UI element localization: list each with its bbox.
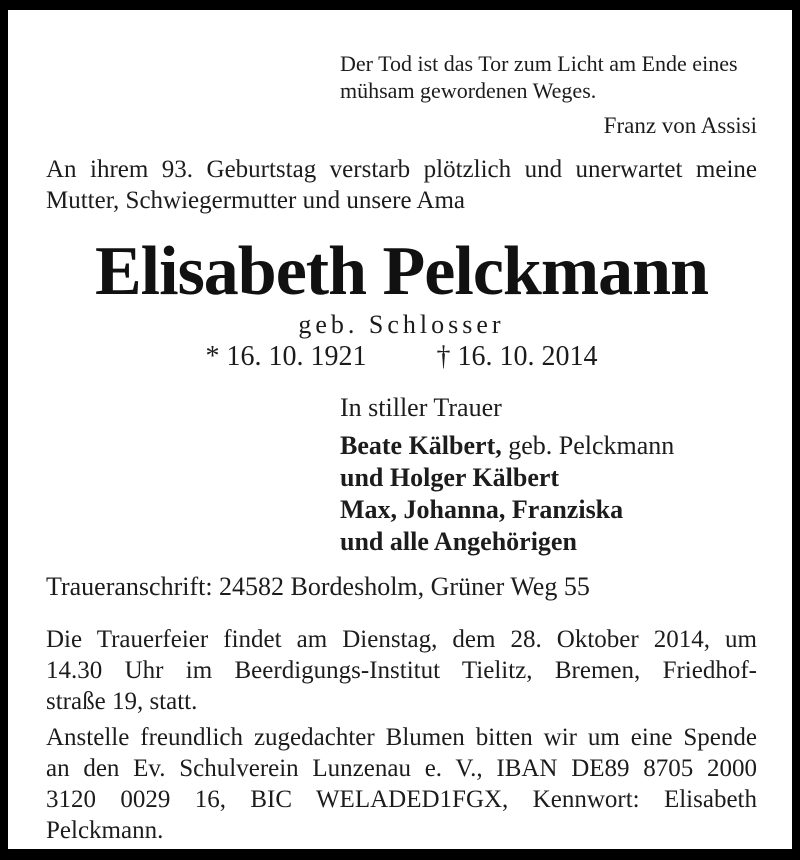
text-line: 3120 0029 16, BIC WELADED1FGX, Kennwort: Elisabeth: [46, 786, 757, 813]
notice-content: [8, 10, 792, 849]
life-dates: [46, 341, 757, 372]
condolence-address: Traueranschrift: 24582 Bordesholm, Grüner Weg 55: [46, 572, 590, 601]
mourners-list: [340, 430, 757, 558]
mourner-line: Max, Johanna, Franziska: [340, 495, 624, 524]
text-line: straße 19, statt.: [46, 688, 198, 715]
donation-paragraph: [46, 722, 757, 846]
text-line: mühsam gewordenen Weges.: [340, 78, 597, 103]
epigraph-quote: [340, 50, 757, 104]
epigraph-attribution: Franz von Assisi: [603, 113, 757, 138]
deceased-name: Elisabeth Pelckmann: [94, 233, 709, 310]
text-line: Pelckmann.: [46, 817, 164, 844]
mourning-heading: In stiller Trauer: [340, 393, 502, 422]
mourner-line: und Holger Kälbert: [340, 463, 560, 492]
text-line: Der Tod ist das Tor zum Licht am Ende eines: [340, 51, 738, 76]
text-line: 14.30 Uhr im Beerdigungs-Institut Tielitz, Bremen, Friedhof-: [46, 657, 757, 684]
intro-paragraph: [46, 154, 757, 216]
text-line: An ihrem 93. Geburtstag verstarb plötzlich und unerwartet meine: [46, 156, 757, 183]
death-date: † 16. 10. 2014: [436, 341, 598, 372]
mourning-block: [340, 394, 757, 558]
text-line: an den Ev. Schulverein Lunzenau e. V., IBAN DE89 8705 2000: [46, 755, 757, 782]
epigraph: [340, 50, 757, 138]
text-line: Mutter, Schwiegermutter und unsere Ama: [46, 187, 466, 214]
funeral-paragraph: [46, 624, 757, 717]
mourner-line: Beate Kälbert, geb. Pelckmann: [340, 431, 675, 460]
text-line: Die Trauerfeier findet am Dienstag, dem 28. Oktober 2014, um: [46, 626, 757, 653]
mourner-line: und alle Angehörigen: [340, 527, 577, 556]
birth-date: * 16. 10. 1921: [205, 341, 367, 372]
maiden-name: geb. Schlosser: [298, 310, 505, 339]
text-line: Anstelle freundlich zugedachter Blumen bitten wir um eine Spende: [46, 724, 757, 751]
